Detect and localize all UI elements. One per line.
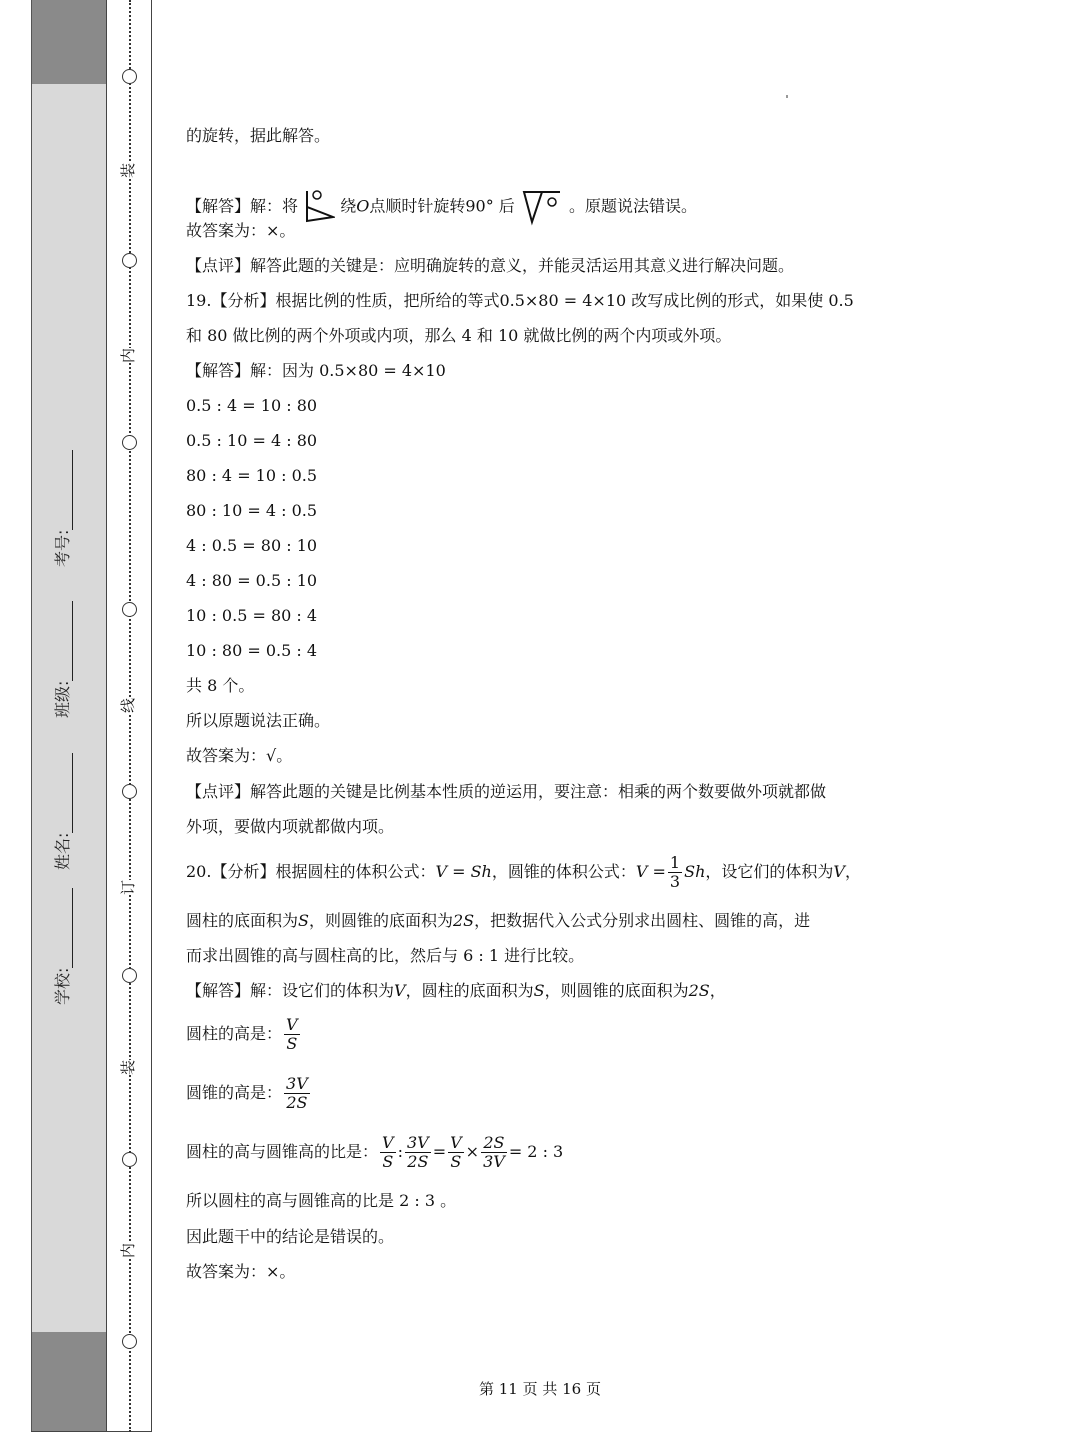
text-line: 【解答】解：设它们的体积为V，圆柱的底面积为S，则圆锥的底面积为2S， <box>186 981 726 1000</box>
seal-circle <box>122 435 137 450</box>
exam-number-field: 考号: <box>50 450 73 567</box>
text-line: 而求出圆锥的高与圆柱高的比，然后与 6 : 1 进行比较。 <box>186 946 585 965</box>
text-line: 19.【分析】根据比例的性质，把所给的等式0.5×80 = 4×10 改写成比例的形式，如果使 0.5 <box>186 291 854 310</box>
school-field: 学校: <box>50 888 73 1005</box>
seal-circle <box>122 69 137 84</box>
seal-circle <box>122 253 137 268</box>
text-line: 和 80 做比例的两个外项或内项，那么 4 和 10 就做比例的两个内项或外项。 <box>186 326 732 345</box>
proportion-line: 80 : 10 = 4 : 0.5 <box>186 501 318 520</box>
scan-speck <box>786 95 788 98</box>
name-field: 姓名: <box>50 753 73 870</box>
class-field: 班级: <box>50 601 73 718</box>
text-line: 圆柱的高是： $\frac{V}{S}$ <box>186 1015 298 1053</box>
seal-circle <box>122 784 137 799</box>
text-line: 所以圆柱的高与圆锥高的比是 2 : 3 。 <box>186 1191 457 1210</box>
margin-border <box>106 0 107 1432</box>
seal-char: 内 <box>119 1242 138 1259</box>
binding-dark-top <box>32 0 107 84</box>
proportion-line: 80 : 4 = 10 : 0.5 <box>186 466 318 485</box>
text-line: 圆柱的底面积为S，则圆锥的底面积为2S，把数据代入公式分别求出圆柱、圆锥的高，进 <box>186 911 811 930</box>
seal-char: 订 <box>119 879 138 896</box>
text-line: 的旋转，据此解答。 <box>186 126 331 145</box>
proportion-line: 4 : 80 = 0.5 : 10 <box>186 571 318 590</box>
text-line: 圆锥的高是： $\frac{3V}{2S}$ <box>186 1074 308 1112</box>
seal-circle <box>122 1152 137 1167</box>
seal-char: 装 <box>119 1059 138 1076</box>
proportion-line: 0.5 : 4 = 10 : 80 <box>186 396 318 415</box>
text-line: 所以原题说法正确。 <box>186 711 331 730</box>
text-line: 【点评】解答此题的关键是：应明确旋转的意义，并能灵活运用其意义进行解决问题。 <box>186 256 795 275</box>
seal-dotted-line <box>129 0 132 1432</box>
text-line: 20.【分析】根据圆柱的体积公式：V = Sh，圆锥的体积公式：V = $\frac{1}{3}$ Sh，设它们的体积为V， <box>186 853 861 891</box>
page-number: 第 11 页 共 16 页 <box>478 1380 601 1398</box>
seal-char: 装 <box>119 162 138 179</box>
proportion-line: 4 : 0.5 = 80 : 10 <box>186 536 318 555</box>
text-line: 【点评】解答此题的关键是比例基本性质的逆运用，要注意：相乘的两个数要做外项就都做 <box>186 782 827 801</box>
binding-bottom-rule <box>31 1431 152 1432</box>
rotated-triangle-figure <box>520 186 564 228</box>
proportion-line: 10 : 0.5 = 80 : 4 <box>186 606 318 625</box>
triangle-flag-figure <box>303 187 335 227</box>
binding-right-rule <box>151 0 152 1432</box>
proportion-line: 10 : 80 = 0.5 : 4 <box>186 641 318 660</box>
seal-circle <box>122 968 137 983</box>
seal-circle <box>122 1334 137 1349</box>
seal-char: 内 <box>119 347 138 364</box>
seal-circle <box>122 602 137 617</box>
text-line: 圆柱的高与圆锥高的比是： $\frac{V}{S}$ : $\frac{3V}{2S}$ = $\frac{V}{S}$ × $\frac{2S}{3V}$ = 2 : 3 <box>186 1133 564 1171</box>
text-line: 共 8 个。 <box>186 676 255 695</box>
text-line: 故答案为：√。 <box>186 746 293 765</box>
text-line: 因此题干中的结论是错误的。 <box>186 1227 395 1246</box>
proportion-line: 0.5 : 10 = 4 : 80 <box>186 431 318 450</box>
text-line: 【解答】解：将 绕O点顺时针旋转90° 后 。原题说法错误。 <box>186 186 697 228</box>
text-line: 故答案为：×。 <box>186 221 296 240</box>
text-line: 【解答】解：因为 0.5×80 = 4×10 <box>186 361 446 380</box>
text-line: 外项，要做内项就都做内项。 <box>186 817 395 836</box>
seal-char: 线 <box>119 697 138 714</box>
text-line: 故答案为：×。 <box>186 1262 296 1281</box>
